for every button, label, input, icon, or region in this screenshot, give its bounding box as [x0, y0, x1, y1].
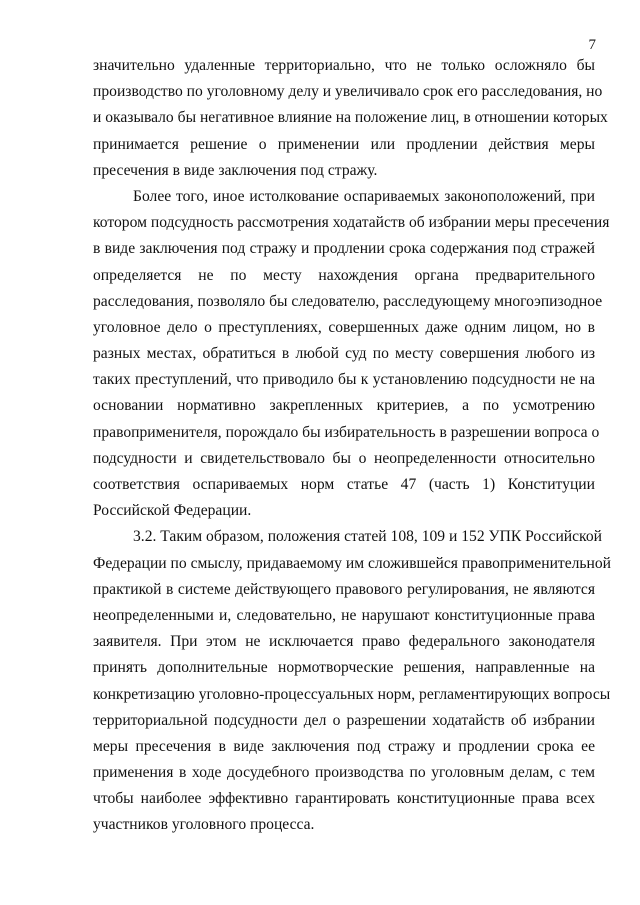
- text-line: основании нормативно закрепленных критериев, а по усмотрению: [93, 397, 595, 415]
- text-line: котором подсудность рассмотрения ходатайств об избрании меры пресечения: [93, 214, 610, 232]
- text-line: определяется не по месту нахождения органа предварительного: [93, 266, 595, 284]
- text-line: производство по уголовному делу и увеличивало срок его расследования, но: [93, 83, 603, 101]
- document-body: [93, 53, 612, 839]
- text-line: Федерации по смыслу, придаваемому им сложившейся правоприменительной: [93, 554, 612, 572]
- text-line: значительно удаленные территориально, что не только осложняло бы: [93, 57, 595, 74]
- text-line: разных местах, обратиться в любой суд по месту совершения любого из: [93, 345, 595, 363]
- text-line: 3.2. Таким образом, положения статей 108, 109 и 152 УПК Российской: [133, 528, 602, 546]
- text-line: Более того, иное истолкование оспариваемых законоположений, при: [133, 187, 595, 205]
- text-line: принять дополнительные нормотворческие решения, направленные на: [93, 659, 595, 677]
- page-number: 7: [588, 37, 596, 53]
- text-line: таких преступлений, что приводило бы к установлению подсудности не на: [93, 371, 595, 389]
- text-line: практикой в системе действующего правового регулирования, не являются: [93, 580, 595, 598]
- text-line: меры пресечения в виде заключения под стражу и продлении срока ее: [93, 737, 595, 755]
- text-line: соответствия оспариваемых норм статье 47 (часть 1) Конституции: [93, 476, 595, 493]
- text-line: и оказывало бы негативное влияние на положение лиц, в отношении которых: [93, 109, 608, 127]
- text-line: принимается решение о применении или продлении действия меры: [93, 135, 595, 153]
- text-line: пресечения в виде заключения под стражу.: [93, 161, 378, 179]
- text-line: участников уголовного процесса.: [93, 816, 315, 834]
- paragraph-1: [93, 53, 608, 184]
- text-line: территориальной подсудности дел о разрешении ходатайств об избрании: [93, 711, 595, 729]
- text-line: Российской Федерации.: [93, 502, 252, 520]
- text-line: в виде заключения под стражу и продлении срока содержания под стражей: [93, 240, 595, 258]
- paragraph-2: [93, 184, 610, 524]
- text-line: чтобы наиболее эффективно гарантировать конституционные права всех: [93, 790, 595, 808]
- text-line: расследования, позволяло бы следователю, расследующему многоэпизодное: [93, 292, 603, 310]
- text-line: неопределенными и, следовательно, не нарушают конституционные права: [93, 606, 595, 624]
- text-line: подсудности и свидетельствовало бы о неопределенности относительно: [93, 449, 595, 467]
- text-line: правоприменителя, порождало бы избирательность в разрешении вопроса о: [93, 423, 600, 441]
- text-line: применения в ходе досудебного производства по уголовным делам, с тем: [93, 764, 595, 782]
- text-line: конкретизацию уголовно-процессуальных норм, регламентирующих вопросы: [93, 685, 611, 703]
- text-line: уголовное дело о преступлениях, совершенных даже одним лицом, но в: [93, 318, 595, 336]
- paragraph-3: [93, 524, 612, 838]
- text-line: заявителя. При этом не исключается право федерального законодателя: [93, 633, 595, 651]
